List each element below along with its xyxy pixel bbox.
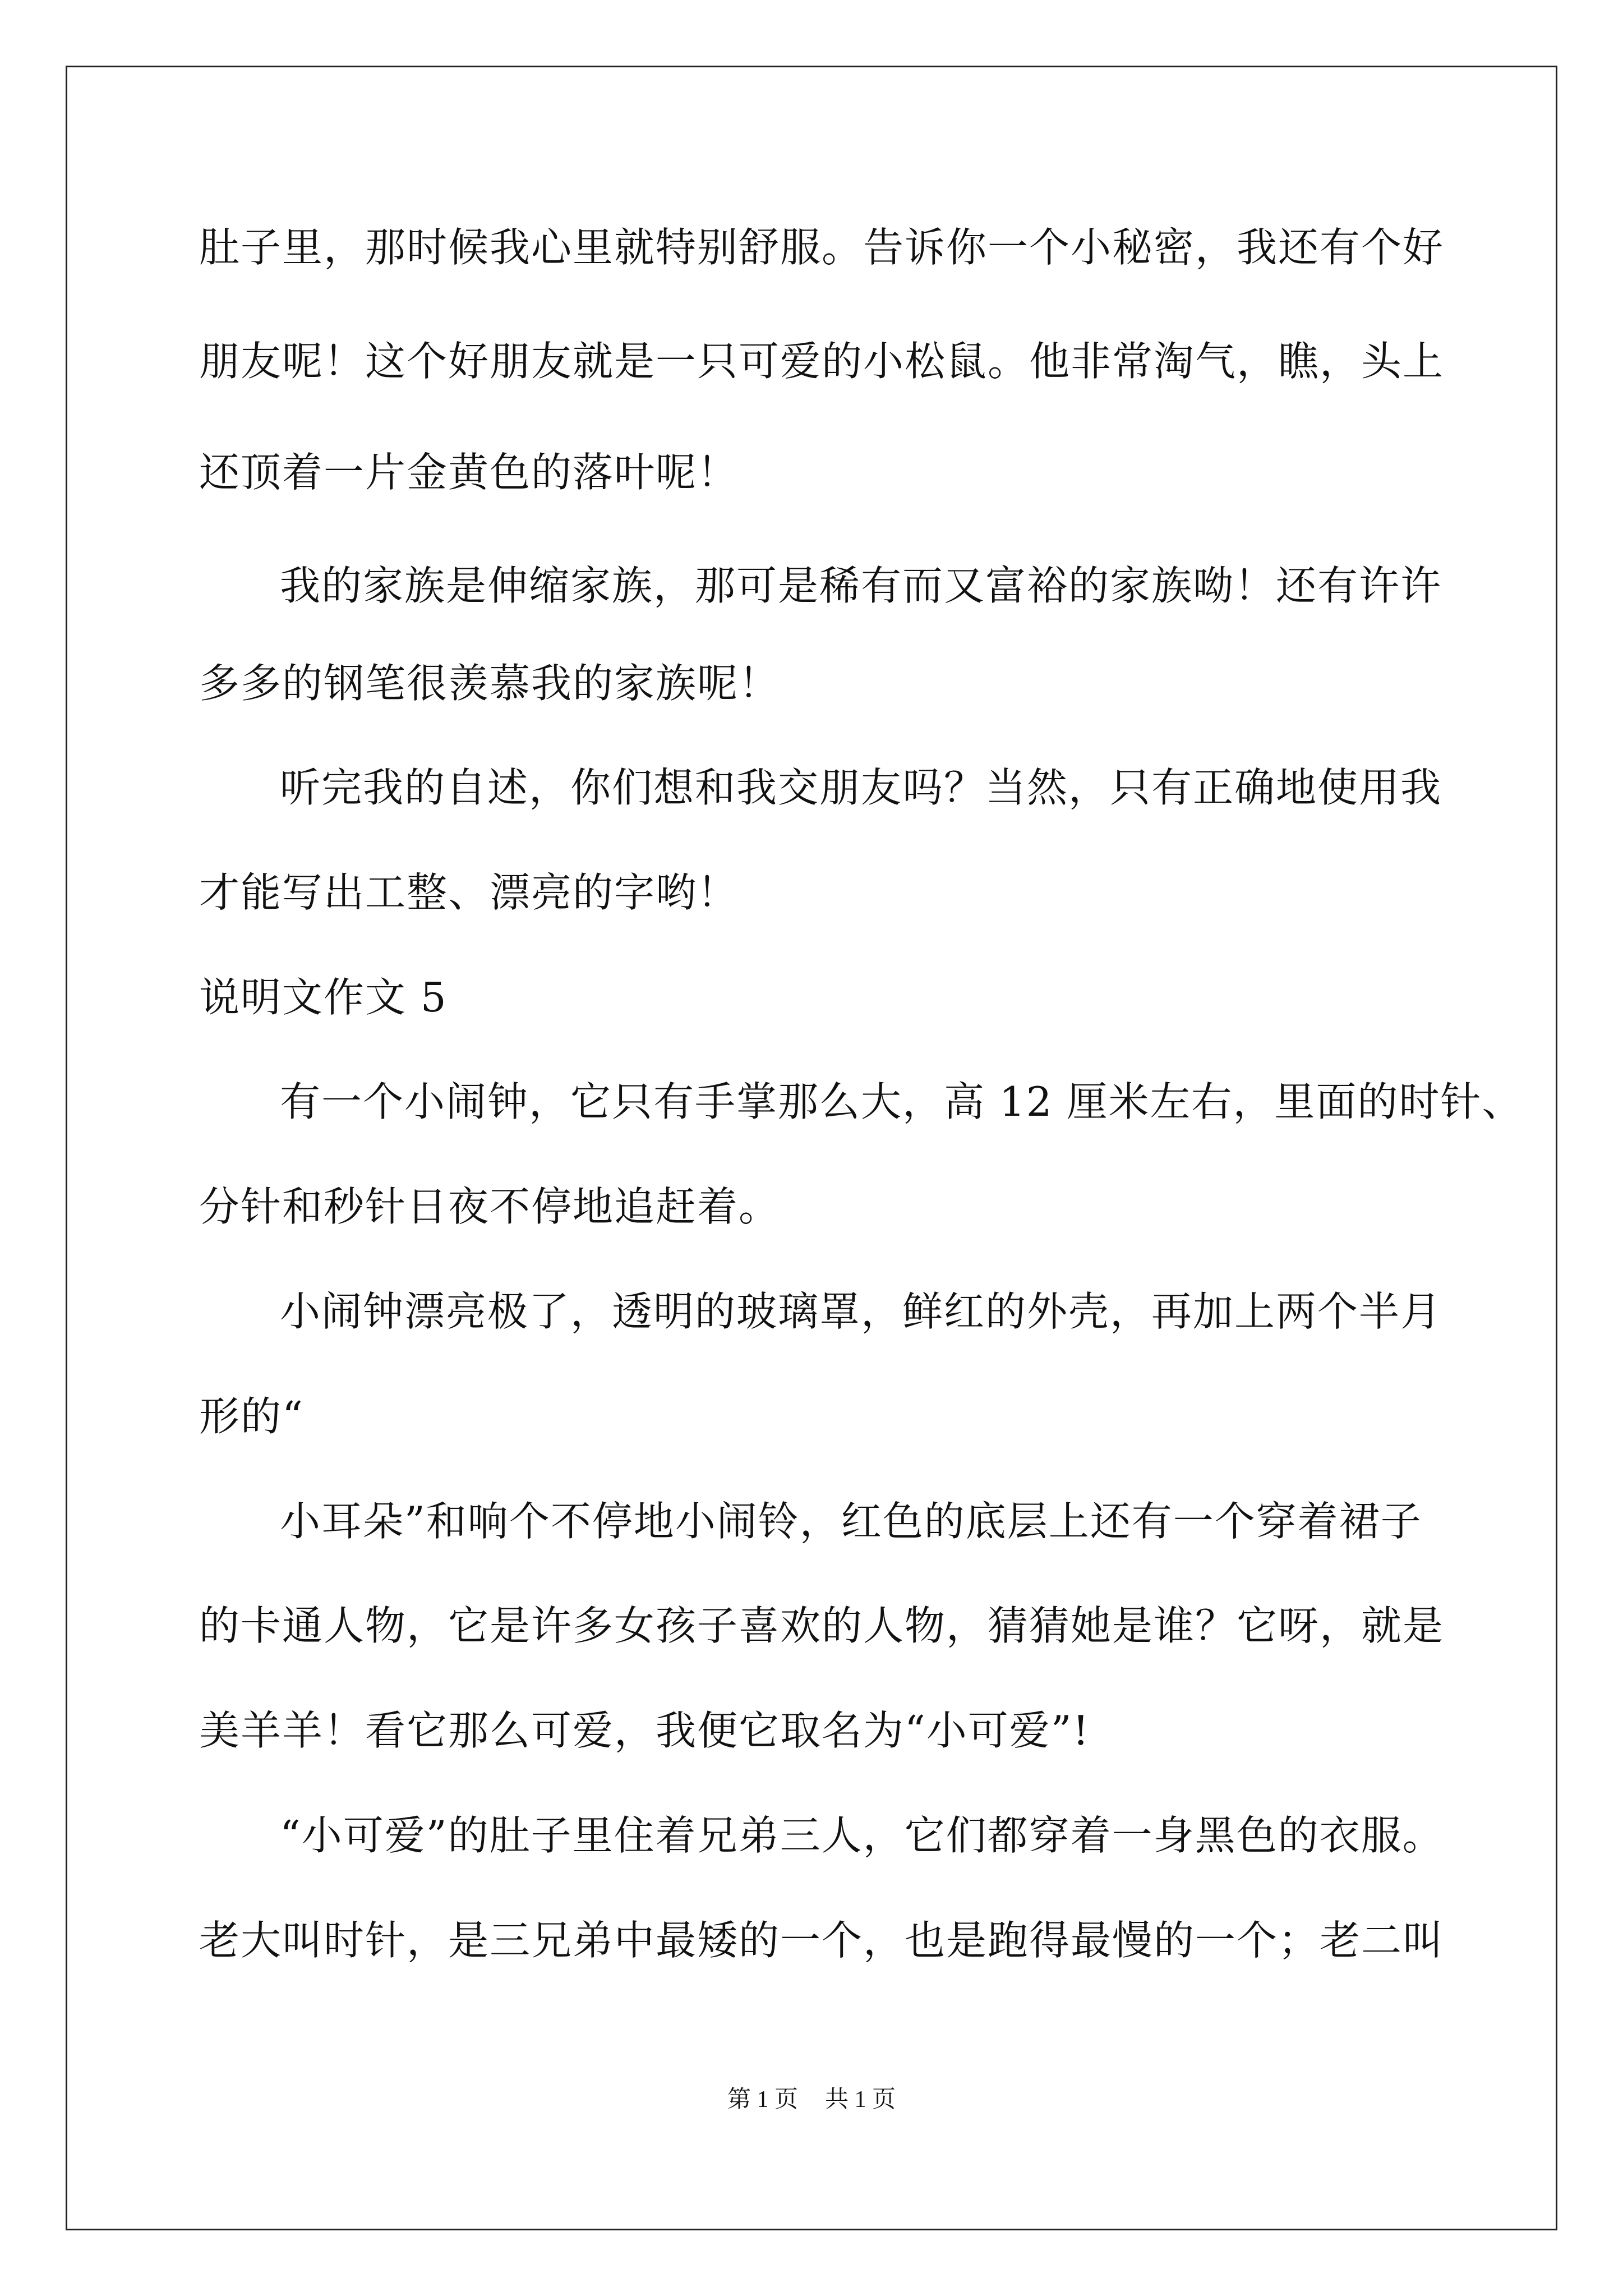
page-number: 第 1 页 <box>727 2087 798 2113</box>
text-line: 我的家族是伸缩家族，那可是稀有而又富裕的家族呦！还有许许 <box>280 562 1442 609</box>
text-line: 形的“ <box>199 1393 304 1440</box>
text-line: 才能写出工整、漂亮的字哟！ <box>199 869 739 916</box>
page-footer <box>0 2088 1623 2111</box>
text-line: 的卡通人物，它是许多女孩子喜欢的人物，猜猜她是谁？它呀，就是 <box>199 1602 1445 1649</box>
page-total: 共 1 页 <box>825 2087 896 2113</box>
text-line: 老大叫时针，是三兄弟中最矮的一个，也是跑得最慢的一个；老二叫 <box>199 1917 1445 1964</box>
text-line: 朋友呢！这个好朋友就是一只可爱的小松鼠。他非常淘气，瞧，头上 <box>199 338 1445 385</box>
page-border <box>66 66 1557 2230</box>
text-line: 多多的钢笔很羡慕我的家族呢！ <box>199 660 781 707</box>
text-line: 有一个小闹钟，它只有手掌那么大，高 12 厘米左右，里面的时针、 <box>280 1078 1524 1125</box>
text-line: 美羊羊！看它那么可爱，我便它取名为“小可爱”! <box>199 1707 1090 1754</box>
text-line: 听完我的自述，你们想和我交朋友吗？当然，只有正确地使用我 <box>280 764 1442 811</box>
text-line: 小耳朵”和响个不停地小闹铃，红色的底层上还有一个穿着裙子 <box>280 1498 1422 1545</box>
text-line: “小可爱”的肚子里住着兄弟三人，它们都穿着一身黑色的衣服。 <box>280 1812 1444 1859</box>
text-line: 肚子里，那时候我心里就特别舒服。告诉你一个小秘密，我还有个好 <box>199 224 1445 271</box>
section-heading: 说明文作文 5 <box>199 974 448 1021</box>
text-line: 还顶着一片金黄色的落叶呢！ <box>199 449 739 496</box>
text-line: 分针和秒针日夜不停地追赶着。 <box>199 1183 781 1230</box>
text-line: 小闹钟漂亮极了，透明的玻璃罩，鲜红的外壳，再加上两个半月 <box>280 1288 1442 1335</box>
